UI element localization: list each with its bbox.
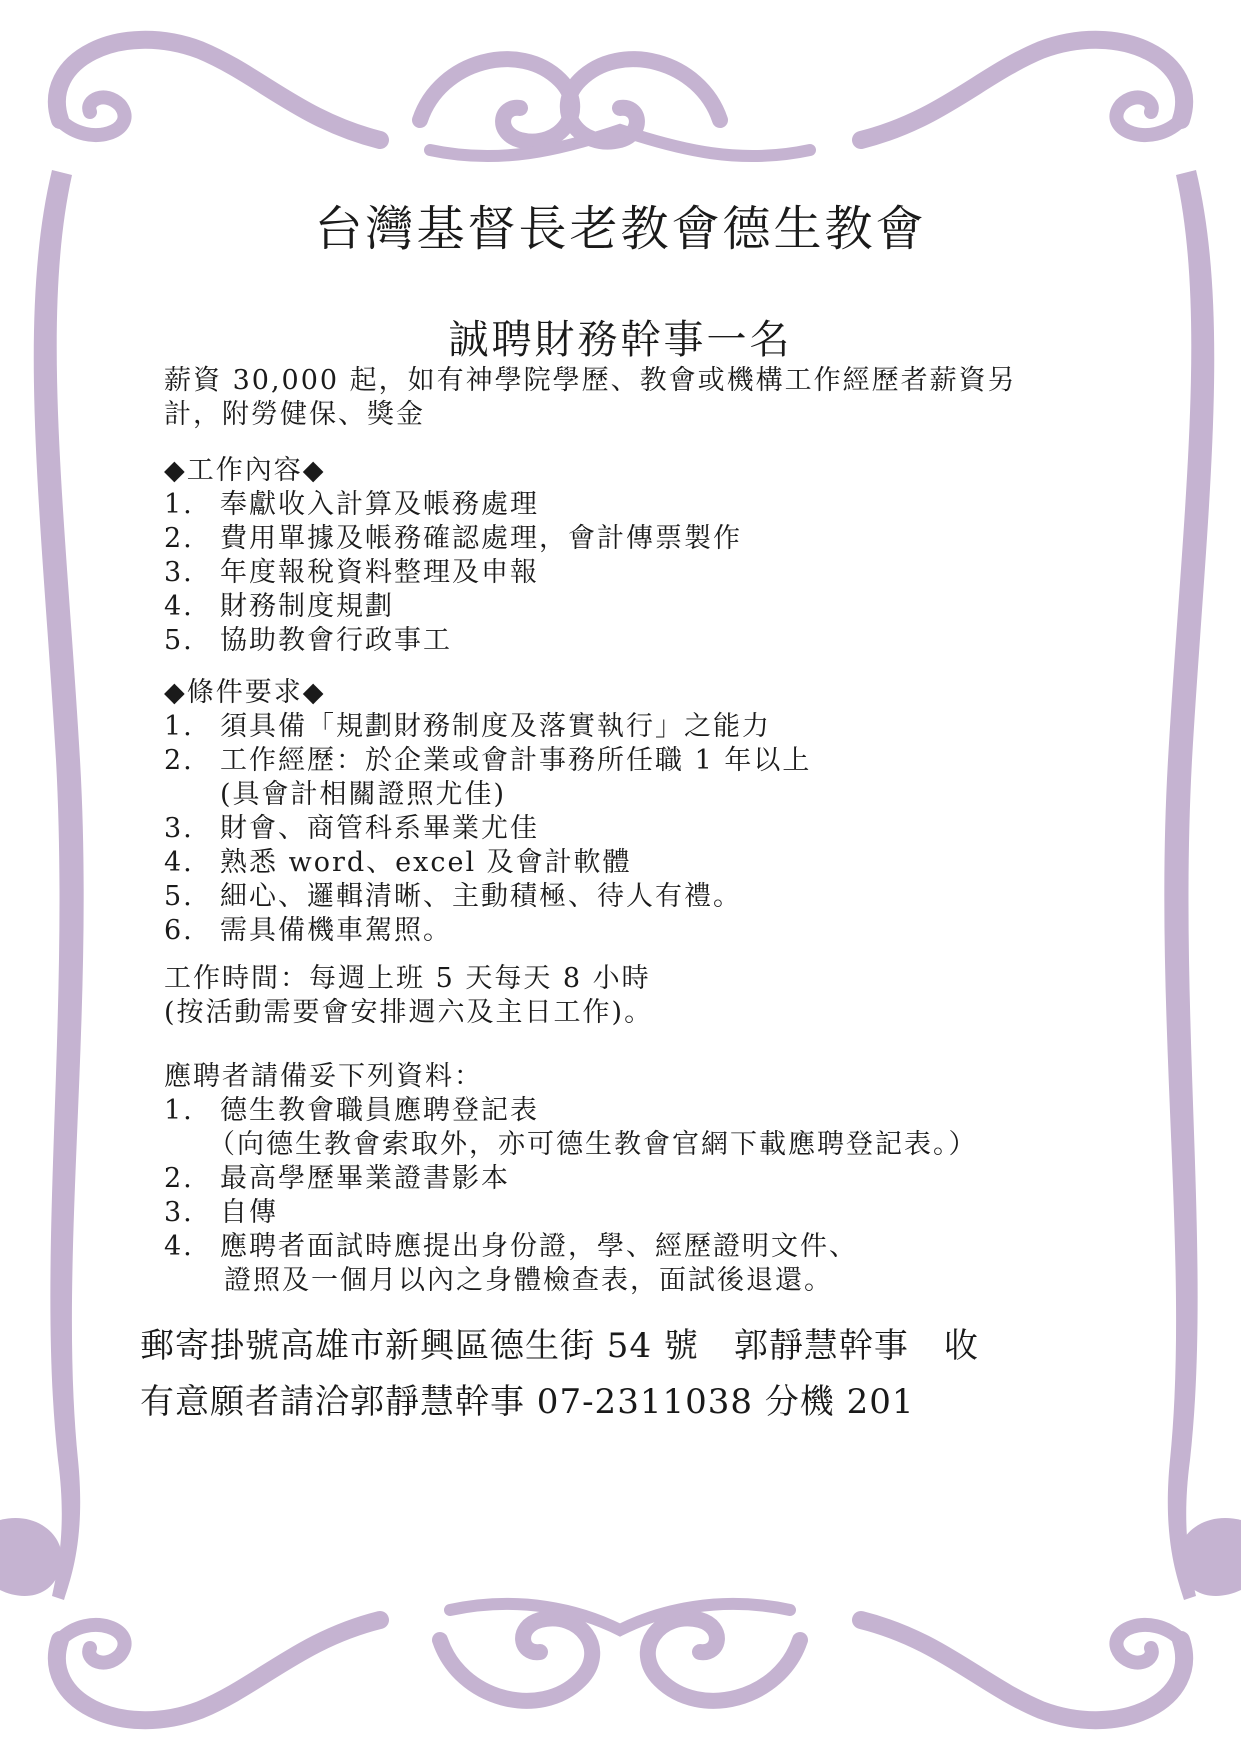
- list-item: [164, 812, 1144, 846]
- salary-section: [164, 364, 1144, 432]
- item-text: 年度報稅資料整理及申報: [220, 557, 539, 588]
- item-text: 奉獻收入計算及帳務處理: [220, 489, 539, 520]
- item-number: 1.: [164, 1095, 194, 1126]
- item-number: 2.: [164, 745, 194, 776]
- work-time-line-1: 工作時間：每週上班 5 天每天 8 小時: [164, 963, 651, 994]
- contact-line: 有意願者請洽郭靜慧幹事 07-2311038 分機 201: [140, 1382, 915, 1422]
- salary-line-2: 計，附勞健保、獎金: [164, 399, 425, 430]
- footer: [140, 1318, 1140, 1430]
- list-item: [164, 1230, 1144, 1264]
- list-item: [164, 744, 1144, 778]
- item-number: 4.: [164, 591, 194, 622]
- list-item: [164, 1094, 1144, 1128]
- item-text: 細心、邏輯清晰、主動積極、待人有禮。: [220, 881, 742, 912]
- item-text: 工作經歷：於企業或會計事務所任職 1 年以上: [220, 745, 812, 776]
- church-title: 台灣基督長老教會德生教會: [314, 201, 927, 257]
- documents-heading: 應聘者請備妥下列資料：: [164, 1061, 483, 1092]
- requirements-section: [164, 676, 1144, 948]
- item-number: 5.: [164, 881, 194, 912]
- list-item: [164, 1196, 1144, 1230]
- item-text: 財會、商管科系畢業尤佳: [220, 813, 539, 844]
- item-number: 2.: [164, 523, 194, 554]
- item-text: 須具備「規劃財務制度及落實執行」之能力: [220, 711, 771, 742]
- list-item: [164, 1162, 1144, 1196]
- item-number: 6.: [164, 915, 194, 946]
- list-item: [164, 710, 1144, 744]
- duties-heading: ◆工作內容◆: [164, 455, 326, 486]
- item-text: 熟悉 word、excel 及會計軟體: [220, 847, 632, 878]
- item-text: 財務制度規劃: [220, 591, 394, 622]
- mailing-address: 郵寄掛號高雄市新興區德生街 54 號 郭靜慧幹事 收: [140, 1326, 979, 1366]
- work-time-line-2: (按活動需要會安排週六及主日工作)。: [164, 997, 654, 1028]
- item-text: 自傳: [220, 1197, 278, 1228]
- item-text: (具會計相關證照尤佳): [220, 779, 507, 810]
- job-title: 誠聘財務幹事一名: [448, 317, 793, 363]
- list-item: [164, 556, 1144, 590]
- item-number: 4.: [164, 847, 194, 878]
- item-text: 最高學歷畢業證書影本: [220, 1163, 510, 1194]
- item-number: 4.: [164, 1231, 194, 1262]
- item-continuation: 證照及一個月以內之身體檢查表，面試後退還。: [224, 1265, 833, 1296]
- item-number: 1.: [164, 489, 194, 520]
- list-item: [164, 880, 1144, 914]
- list-item: [164, 914, 1144, 948]
- item-number: 3.: [164, 557, 194, 588]
- item-text: 費用單據及帳務確認處理，會計傳票製作: [220, 523, 742, 554]
- salary-line-1: 薪資 30,000 起，如有神學院學歷、教會或機構工作經歷者薪資另: [164, 365, 1017, 396]
- item-number: 1.: [164, 711, 194, 742]
- item-text: 應聘者面試時應提出身份證，學、經歷證明文件、: [220, 1231, 858, 1262]
- work-time-section: [164, 962, 1144, 1030]
- item-number: 3.: [164, 1197, 194, 1228]
- item-number: 3.: [164, 813, 194, 844]
- item-number: 5.: [164, 625, 194, 656]
- item-number: 2.: [164, 1163, 194, 1194]
- duties-section: [164, 454, 1144, 658]
- list-item: [164, 590, 1144, 624]
- item-text: 協助教會行政事工: [220, 625, 452, 656]
- documents-section: [164, 1060, 1144, 1298]
- list-item: [164, 488, 1144, 522]
- requirements-heading: ◆條件要求◆: [164, 677, 326, 708]
- list-item: [164, 624, 1144, 658]
- item-text: 需具備機車駕照。: [220, 915, 452, 946]
- item-text: 德生教會職員應聘登記表: [220, 1095, 539, 1126]
- list-item: [164, 778, 1144, 812]
- list-item: [164, 846, 1144, 880]
- list-item: [164, 522, 1144, 556]
- item-note: （向德生教會索取外，亦可德生教會官網下載應聘登記表。）: [208, 1129, 978, 1160]
